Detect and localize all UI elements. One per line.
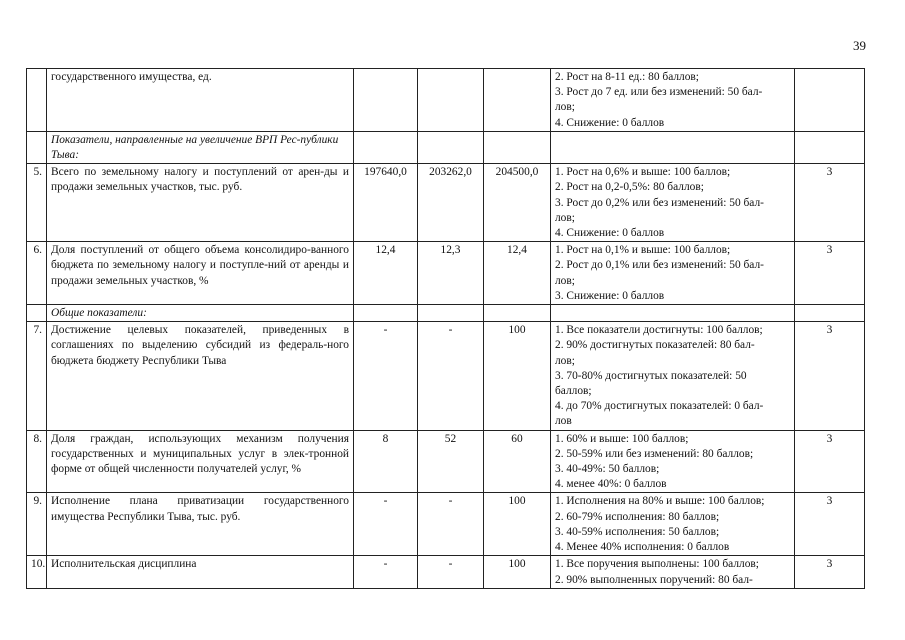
indicator-name: Доля поступлений от общего объема консолидиро-ванного бюджета по земельному налогу и поступле-ний от аренды и продажи земельных участков, % <box>47 242 354 305</box>
criteria-line: 2. 90% достигнутых показателей: 80 бал- <box>555 339 755 352</box>
row-number: 7. <box>27 322 47 430</box>
value-2: 12,3 <box>418 242 484 305</box>
empty-cell <box>795 131 865 163</box>
value-1: 197640,0 <box>354 164 418 242</box>
criteria-cell <box>551 430 795 493</box>
score-value: 3 <box>795 493 865 556</box>
empty-cell <box>354 131 418 163</box>
empty-cell <box>354 305 418 322</box>
criteria-line: 3. 40-59% исполнения: 50 баллов; <box>555 525 720 538</box>
criteria-cell <box>551 493 795 556</box>
value-1: 8 <box>354 430 418 493</box>
table-row <box>27 493 865 556</box>
score-value: 3 <box>795 556 865 588</box>
criteria-line: 4. до 70% достигнутых показателей: 0 бал- <box>555 400 764 413</box>
criteria-cell <box>551 322 795 430</box>
value-1: - <box>354 493 418 556</box>
indicator-name: Всего по земельному налогу и поступлений от арен-ды и продажи земельных участков, тыс. руб. <box>47 164 354 242</box>
empty-cell <box>795 305 865 322</box>
criteria-line: 3. Снижение: 0 баллов <box>555 289 665 302</box>
criteria-line: 2. 90% выполненных поручений: 80 бал- <box>555 573 753 586</box>
section-title: Общие показатели: <box>47 305 354 322</box>
row-number-cell <box>27 131 47 163</box>
value-3: 100 <box>484 322 551 430</box>
value-3 <box>484 69 551 132</box>
value-2 <box>418 69 484 132</box>
table-row <box>27 69 865 132</box>
score-value: 3 <box>795 242 865 305</box>
value-2: - <box>418 493 484 556</box>
criteria-line: 3. Рост до 7 ед. или без изменений: 50 бал- <box>555 86 763 99</box>
criteria-line: лов; <box>555 274 575 287</box>
criteria-line: 3. 70-80% достигнутых показателей: 50 <box>555 369 747 382</box>
value-3: 100 <box>484 556 551 588</box>
criteria-line: 2. Рост на 8-11 ед.: 80 баллов; <box>555 71 699 83</box>
criteria-line: 2. Рост на 0,2-0,5%: 80 баллов; <box>555 181 704 194</box>
section-title: Показатели, направленные на увеличение ВРП Рес-публики Тыва: <box>47 131 354 163</box>
score-value: 3 <box>795 164 865 242</box>
criteria-line: 4. Снижение: 0 баллов <box>555 116 665 129</box>
criteria-line: 2. 60-79% исполнения: 80 баллов; <box>555 510 720 523</box>
criteria-line: 2. 50-59% или без изменений: 80 баллов; <box>555 447 754 460</box>
criteria-line: 2. Рост до 0,1% или без изменений: 50 бал- <box>555 259 764 272</box>
empty-cell <box>484 305 551 322</box>
table-row <box>27 164 865 242</box>
criteria-line: 1. Все поручения выполнены: 100 баллов; <box>555 558 759 571</box>
section-row <box>27 305 865 322</box>
row-number: 10. <box>27 556 47 588</box>
page-number: 39 <box>853 38 866 53</box>
empty-cell <box>418 305 484 322</box>
criteria-line: лов <box>555 415 572 428</box>
criteria-cell <box>551 164 795 242</box>
row-number: 5. <box>27 164 47 242</box>
value-3: 12,4 <box>484 242 551 305</box>
criteria-line: 4. менее 40%: 0 баллов <box>555 478 667 491</box>
value-3: 100 <box>484 493 551 556</box>
value-2: - <box>418 556 484 588</box>
criteria-line: 4. Снижение: 0 баллов <box>555 227 665 240</box>
criteria-line: баллов; <box>555 385 592 398</box>
criteria-cell <box>551 556 795 588</box>
score-value: 3 <box>795 322 865 430</box>
criteria-line: 1. Рост на 0,6% и выше: 100 баллов; <box>555 166 731 179</box>
indicator-name: Исполнительская дисциплина <box>47 556 354 588</box>
table-row <box>27 430 865 493</box>
value-3: 60 <box>484 430 551 493</box>
empty-cell <box>484 131 551 163</box>
indicator-name: государственного имущества, ед. <box>47 69 354 132</box>
score-value <box>795 69 865 132</box>
table-row <box>27 556 865 588</box>
value-2: 52 <box>418 430 484 493</box>
criteria-line: 1. Рост на 0,1% и выше: 100 баллов; <box>555 244 731 257</box>
row-number-cell <box>27 305 47 322</box>
criteria-line: 3. Рост до 0,2% или без изменений: 50 бал- <box>555 196 764 209</box>
empty-cell <box>418 131 484 163</box>
empty-cell <box>551 305 795 322</box>
criteria-line: 1. Все показатели достигнуты: 100 баллов; <box>555 324 763 337</box>
value-1: - <box>354 322 418 430</box>
row-number: 8. <box>27 430 47 493</box>
criteria-line: 1. Исполнения на 80% и выше: 100 баллов; <box>555 495 765 508</box>
row-number: 6. <box>27 242 47 305</box>
table-row <box>27 242 865 305</box>
value-2: 203262,0 <box>418 164 484 242</box>
indicators-table-body <box>27 69 865 589</box>
indicators-table <box>26 68 865 589</box>
criteria-line: лов; <box>555 211 575 224</box>
criteria-line: 1. 60% и выше: 100 баллов; <box>555 432 689 445</box>
empty-cell <box>551 131 795 163</box>
criteria-line: 3. 40-49%: 50 баллов; <box>555 463 660 476</box>
indicator-name: Исполнение плана приватизации государственного имущества Республики Тыва, тыс. руб. <box>47 493 354 556</box>
criteria-cell <box>551 69 795 132</box>
criteria-line: лов; <box>555 101 575 114</box>
indicator-name: Доля граждан, использующих механизм получения государственных и муниципальных услуг в элек-тронной форме от общей численности получателей услуг, % <box>47 430 354 493</box>
criteria-cell <box>551 242 795 305</box>
value-2: - <box>418 322 484 430</box>
criteria-line: лов; <box>555 354 575 367</box>
score-value: 3 <box>795 430 865 493</box>
value-3: 204500,0 <box>484 164 551 242</box>
section-row <box>27 131 865 163</box>
value-1: - <box>354 556 418 588</box>
value-1: 12,4 <box>354 242 418 305</box>
criteria-line: 4. Менее 40% исполнения: 0 баллов <box>555 541 730 554</box>
row-number: 9. <box>27 493 47 556</box>
table-row <box>27 322 865 430</box>
value-1 <box>354 69 418 132</box>
row-number <box>27 69 47 132</box>
indicator-name: Достижение целевых показателей, приведенных в соглашениях по выделению субсидий из федераль-ного бюджета бюджету Республики Тыва <box>47 322 354 430</box>
